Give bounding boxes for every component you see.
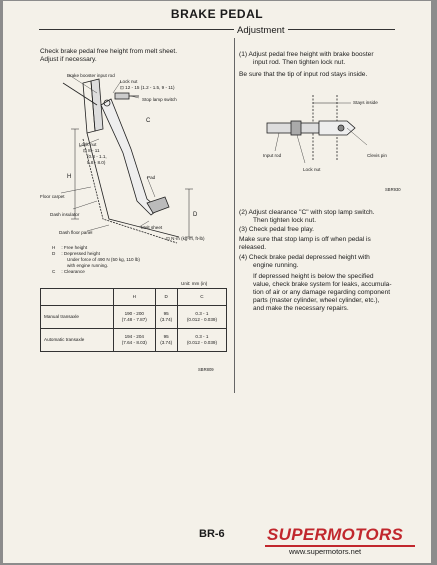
label-input-rod: Input rod [263,153,282,158]
label-floor-carpet: Floor carpet [40,194,65,199]
figure-code-right: SBR930 [385,187,401,192]
logo-url: www.supermotors.net [289,547,362,556]
label-lock-nut-rod: Lock nut [303,167,321,172]
step-1-line-2: input rod. Then tighten lock nut. [253,59,346,66]
label-torque-mid-2: (0.8 - 1.1, [87,154,107,159]
table-header: H [114,289,156,306]
label-lock-nut-top: Lock nut [120,79,138,84]
label-stays-inside: Stays inside [353,100,378,105]
legend-d-note-1: Under force of 490 N (50 kg, 110 lb) [67,257,140,262]
label-lock-nut-mid: Lock nut [79,142,97,147]
label-dash-floor: Dash floor panel [59,230,93,235]
page-title: BRAKE PEDAL [170,7,264,21]
torque-icon: ⊡ [83,148,89,153]
pedal-diagram [39,69,229,249]
step-3: (3) Check pedal free play. [239,226,315,233]
step-4b-line-4: parts (master cylinder, wheel cylinder, etc.), [253,297,380,304]
step-4b-line-5: and make the necessary repairs. [253,305,349,312]
table-row [41,306,227,329]
header-rule [39,29,395,30]
step-2-line-2: Then tighten lock nut. [253,217,317,224]
row-label: Automatic transaxle [41,329,114,352]
label-dash-insulator: Dash insulator [50,212,80,217]
figure-code-left: SBR809 [198,367,214,372]
step-4b-line-2: value, check brake system for leaks, accumula- [253,281,392,288]
step-4-line-1: (4) Check brake pedal depressed height with [239,254,370,261]
table-row [41,329,227,352]
label-clevis-pin: Clevis pin [367,153,387,158]
label-booster-rod: Brake booster input rod [67,73,115,78]
torque-icon: ⊡ [166,236,172,241]
step-4b-line-3: tion of air or any damage regarding component [253,289,391,296]
spec-table [40,288,227,352]
step-1-line-1: (1) Adjust pedal free height with brake booster [239,51,374,58]
cell-h: 190 - 200 (7.48 - 7.87) [114,306,156,329]
legend-d: D : Depressed height [52,251,100,256]
cell-c: 0.3 - 1 (0.012 - 0.039) [177,306,226,329]
logo-text: SUPERMOTORS [267,525,404,544]
manual-page [3,1,431,563]
cell-d: 95 (3.74) [155,329,177,352]
table-header: C [177,289,226,306]
unit-note: Unit: mm (in) [181,281,208,286]
cell-d: 95 (3.74) [155,306,177,329]
step-2-line-1: (2) Adjust clearance "C" with stop lamp switch. [239,209,375,216]
legend-h: H : Free height [52,245,88,250]
label-torque-mid: ⊡ 8 - 11 [83,148,100,153]
label-pad: Pad [147,175,156,180]
dimension-d: D [193,212,198,218]
note-2-line-1: Make sure that stop lamp is off when pedal is [239,236,371,243]
page-number: BR-6 [199,528,225,540]
legend-c: C : Clearance [52,269,85,274]
row-label: Manual transaxle [41,306,114,329]
label-torque-top: ⊡ 12 - 15 (1.2 - 1.5, 9 - 11) [120,85,175,90]
torque-icon: ⊡ [120,85,126,90]
note-2-line-2: released. [239,244,267,251]
table-header: D [155,289,177,306]
note-1: Be sure that the tip of input rod stays inside. [239,71,368,78]
table-header-row [41,289,227,306]
label-melt-sheet: Melt sheet [141,225,163,230]
table-header [41,289,114,306]
cell-h: 194 - 204 (7.64 - 8.03) [114,329,156,352]
step-4-line-2: engine running. [253,262,299,269]
label-torque-mid-3: 5.8 - 8.0) [87,160,106,165]
intro-line-1: Check brake pedal free height from melt sheet. [40,48,178,55]
step-4b-line-1: If depressed height is below the specified [253,273,374,280]
watermark-logo [261,525,431,563]
dimension-h: H [67,174,72,180]
legend-d-note-2: with engine running. [67,263,109,268]
column-divider [234,38,235,393]
label-stop-switch: Stop lamp switch [142,97,177,102]
label-units: ⊡ N·m (kg-m, ft-lb) [166,236,205,241]
dimension-c: C [146,118,151,124]
intro-line-2: Adjust if necessary. [40,56,97,63]
cell-c: 0.3 - 1 (0.012 - 0.039) [177,329,226,352]
section-heading: Adjustment [234,25,288,36]
